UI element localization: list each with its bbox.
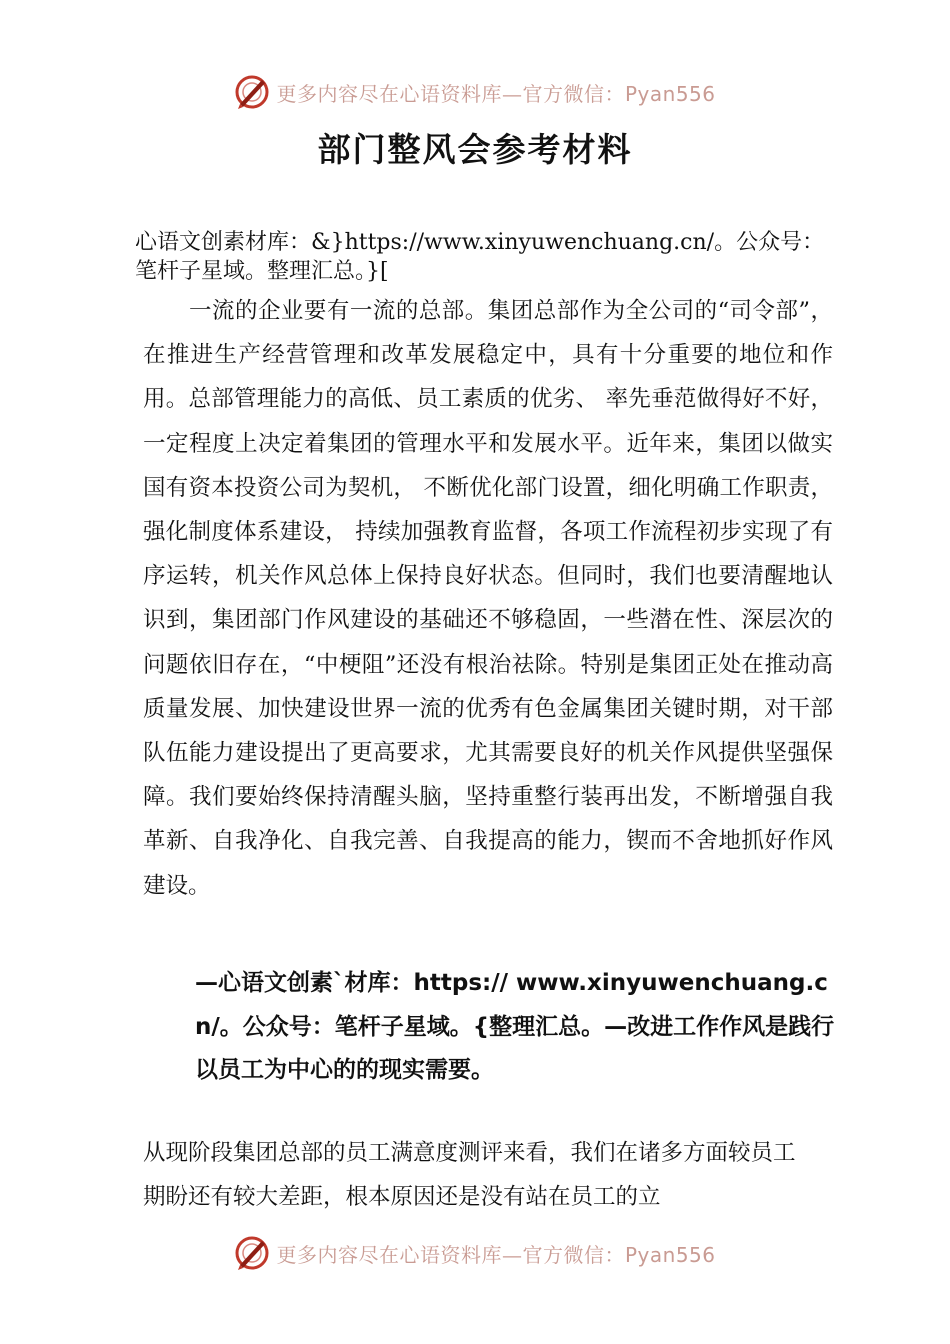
watermark-banner-bottom xyxy=(0,1233,950,1273)
watermark-text xyxy=(276,1239,715,1268)
pen-logo-icon xyxy=(234,1235,270,1271)
watermark-label: 更多内容尽在心语资料库—官方微信： xyxy=(276,1242,625,1267)
watermark-handle: Pyan556 xyxy=(624,81,716,106)
watermark-banner-top xyxy=(0,72,950,112)
section-heading: —心语文创素`材库：https:// www.xinyuwenchuang.cn/。公众号：笔杆子星域。{整理汇总。—改进工作作风是践行以员工为中心的的现实需要。 xyxy=(195,970,835,1083)
watermark-label: 更多内容尽在心语资料库—官方微信： xyxy=(276,81,625,106)
body-paragraph-2: 从现阶段集团总部的员工满意度测评来看，我们在诸多方面较员工期盼还有较大差距，根本原因还是没有站在员工的立 xyxy=(143,1140,796,1210)
body-paragraph-1: 一流的企业要有一流的总部。集团总部作为全公司的“司令部”，在推进生产经营管理和改革发展稳定中，具有十分重要的地位和作用。总部管理能力的高低、员工素质的优劣、 率先垂范做得好不好，一定程度上决定着集团的管理水平和发展水平。近年来，集团以做实国有资本投资公司为契机， 不断优化部门设置，细化明确工作职责，强化制度体系建设， 持续加强教育监督，各项工作流程初步实现了有序运转，机关作风总体上保持良好状态。但同时，我们也要清醒地认识到，集团部门作风建设的基础还不够稳固，一些潜在性、深层次的问题依旧存在，“中梗阻”还没有根治祛除。特别是集团正处在推动高质量发展、加快建设世界一流的优秀有色金属集团关键时期，对干部队伍能力建设提出了更高要求，尤其需要良好的机关作风提供坚强保障。我们要始终保持清醒头脑，坚持重整行装再出发，不断增强自我革新、自我净化、自我完善、自我提高的能力，锲而不舍地抓好作风建设。 xyxy=(143,298,833,899)
source-line: 心语文创素材库：&}https://www.xinyuwenchuang.cn/。公众号：笔杆子星域。整理汇总。}[ xyxy=(135,230,825,284)
document-title: 部门整风会参考材料 xyxy=(317,130,633,169)
watermark-handle: Pyan556 xyxy=(624,1242,716,1267)
watermark-text xyxy=(276,78,715,107)
pen-logo-icon xyxy=(234,74,270,110)
